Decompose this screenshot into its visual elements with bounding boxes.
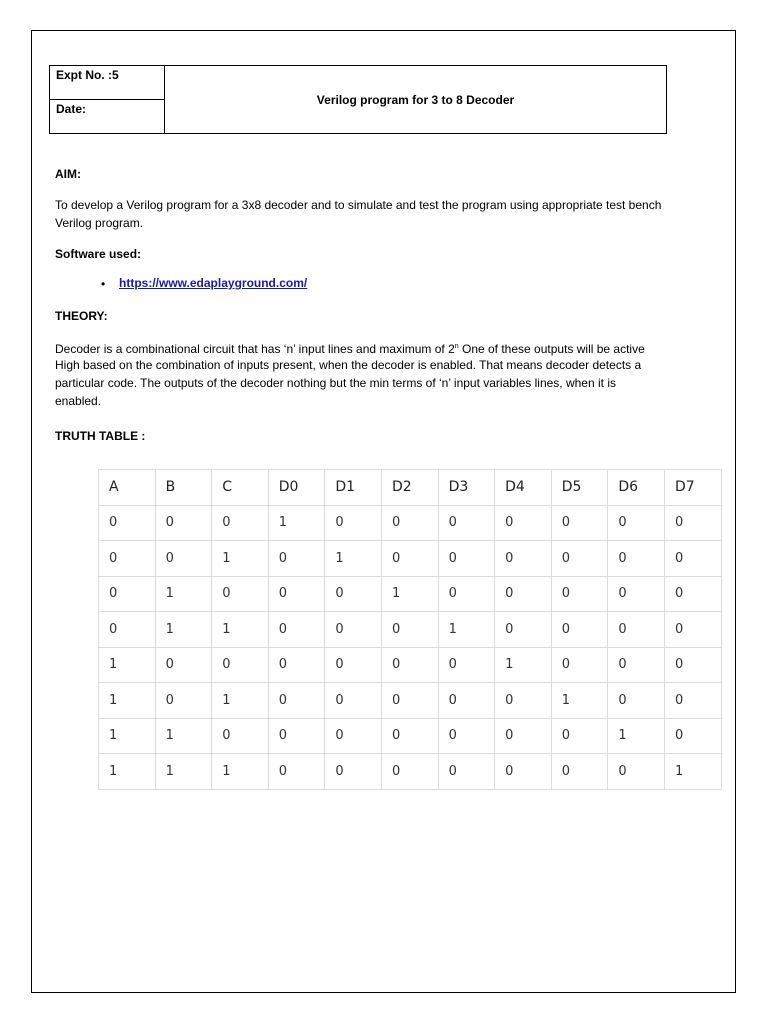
table-cell: 0 [99,541,156,577]
table-cell: 0 [551,505,608,541]
table-cell: 0 [268,683,325,719]
table-row [99,754,722,790]
table-cell: 1 [99,754,156,790]
table-cell: 0 [608,576,665,612]
theory-line-3: particular code. The outputs of the decoder nothing but the min terms of ‘n’ input variables lines, when it is [55,376,616,390]
table-cell: 1 [268,505,325,541]
theory-line-2: High based on the combination of inputs present, when the decoder is enabled. That means decoder detects a [55,358,642,372]
table-cell: 0 [608,683,665,719]
table-cell: 0 [325,683,382,719]
table-cell: 0 [325,612,382,648]
column-header: D0 [268,470,325,506]
column-header: D1 [325,470,382,506]
theory-line-1a: Decoder is a combinational circuit that has ‘n’ input lines and maximum of 2 [55,342,455,356]
table-cell: 0 [438,505,495,541]
table-cell: 1 [438,612,495,648]
table-cell: 0 [268,541,325,577]
table-row [99,718,722,754]
table-cell: 1 [212,612,269,648]
column-header: A [99,470,156,506]
table-cell: 0 [495,683,552,719]
table-cell: 1 [155,718,212,754]
table-cell: 0 [381,718,438,754]
column-header: D3 [438,470,495,506]
truth-table [98,469,722,790]
table-cell: 0 [325,718,382,754]
experiment-title: Verilog program for 3 to 8 Decoder [316,92,515,107]
table-row [99,683,722,719]
table-cell: 0 [212,718,269,754]
column-header: D5 [551,470,608,506]
aim-line-1: To develop a Verilog program for a 3x8 decoder and to simulate and test the program using appropriate test bench [55,198,662,212]
column-header: D2 [381,470,438,506]
table-cell: 1 [99,647,156,683]
table-cell: 0 [155,647,212,683]
table-cell: 1 [212,541,269,577]
table-cell: 0 [212,576,269,612]
table-cell: 0 [551,754,608,790]
theory-line-4: enabled. [55,394,102,408]
experiment-header-table [49,65,667,134]
table-cell: 1 [381,576,438,612]
table-cell: 1 [99,718,156,754]
table-cell: 1 [608,718,665,754]
table-cell: 0 [438,683,495,719]
table-cell: 0 [608,647,665,683]
table-cell: 0 [381,647,438,683]
table-cell: 0 [608,541,665,577]
table-cell: 0 [212,647,269,683]
table-row [99,541,722,577]
table-cell: 0 [325,576,382,612]
table-row [99,576,722,612]
truth-table-heading: TRUTH TABLE : [55,429,146,443]
table-cell: 0 [664,541,721,577]
table-cell: 0 [495,612,552,648]
table-row [99,647,722,683]
table-cell: 0 [551,718,608,754]
aim-heading: AIM: [55,167,81,181]
table-cell: 0 [551,541,608,577]
table-cell: 0 [268,647,325,683]
table-cell: 0 [268,754,325,790]
experiment-date: Date: [56,102,87,116]
table-cell: 1 [664,754,721,790]
theory-line-1b: One of these outputs will be active [458,342,645,356]
table-cell: 0 [664,683,721,719]
table-cell: 0 [664,647,721,683]
header-left-column [50,66,165,133]
table-cell: 0 [664,718,721,754]
table-cell: 0 [381,683,438,719]
table-cell: 0 [99,612,156,648]
table-cell: 0 [325,505,382,541]
table-cell: 0 [381,754,438,790]
table-cell: 1 [155,612,212,648]
table-cell: 0 [608,754,665,790]
table-cell: 0 [381,612,438,648]
table-cell: 0 [438,718,495,754]
table-cell: 0 [438,541,495,577]
table-cell: 1 [99,683,156,719]
table-row [99,612,722,648]
column-header: D7 [664,470,721,506]
table-cell: 1 [212,754,269,790]
truth-table-body [99,505,722,789]
column-header: C [212,470,269,506]
table-cell: 1 [325,541,382,577]
table-cell: 0 [325,754,382,790]
aim-line-2: Verilog program. [55,216,144,230]
edaplayground-link[interactable]: https://www.edaplayground.com/ [119,276,308,290]
table-cell: 0 [381,505,438,541]
table-cell: 0 [155,505,212,541]
table-cell: 1 [155,754,212,790]
theory-heading: THEORY: [55,309,108,323]
table-cell: 0 [438,754,495,790]
table-row [99,505,722,541]
table-cell: 0 [99,576,156,612]
software-heading: Software used: [55,247,142,261]
table-cell: 1 [495,647,552,683]
table-cell: 0 [495,576,552,612]
bullet-icon: • [101,277,106,291]
table-cell: 1 [551,683,608,719]
table-cell: 0 [268,612,325,648]
column-header: D4 [495,470,552,506]
table-cell: 1 [212,683,269,719]
table-cell: 1 [155,576,212,612]
table-cell: 0 [438,647,495,683]
table-cell: 0 [325,647,382,683]
truth-table-header-row [99,470,722,506]
table-cell: 0 [664,505,721,541]
table-cell: 0 [664,612,721,648]
table-cell: 0 [551,612,608,648]
table-cell: 0 [155,541,212,577]
table-cell: 0 [155,683,212,719]
table-cell: 0 [608,505,665,541]
table-cell: 0 [495,754,552,790]
column-header: B [155,470,212,506]
table-cell: 0 [551,647,608,683]
table-cell: 0 [268,718,325,754]
table-cell: 0 [664,576,721,612]
table-cell: 0 [268,576,325,612]
table-cell: 0 [212,505,269,541]
table-cell: 0 [99,505,156,541]
table-cell: 0 [608,612,665,648]
table-cell: 0 [495,718,552,754]
table-cell: 0 [381,541,438,577]
table-cell: 0 [438,576,495,612]
theory-line-1 [55,338,720,358]
table-cell: 0 [495,505,552,541]
table-cell: 0 [495,541,552,577]
experiment-number: Expt No. :5 [50,66,164,100]
theory-superscript: n [454,343,459,350]
table-cell: 0 [551,576,608,612]
column-header: D6 [608,470,665,506]
